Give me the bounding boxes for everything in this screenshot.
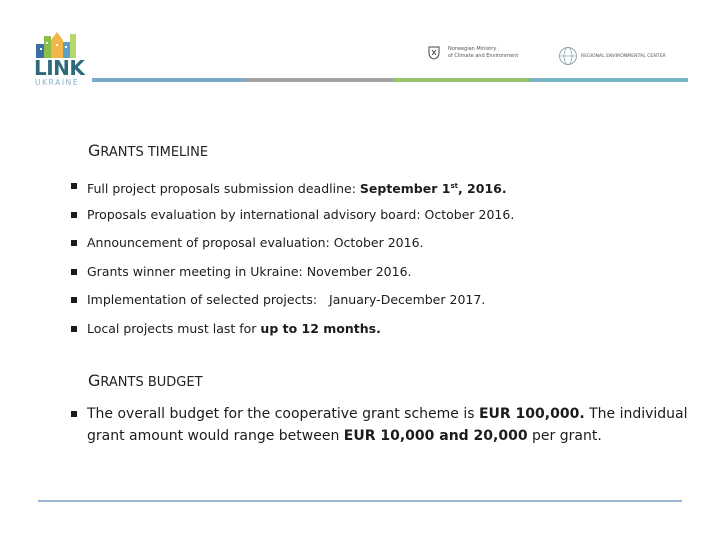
budget-paragraph: [70, 403, 717, 447]
timeline-item-6-duration: up to 12 months.: [260, 320, 381, 336]
logo-subword: UKRAINE: [35, 78, 80, 87]
timeline-title-rest: RANTS TIMELINE: [100, 145, 209, 160]
timeline-item-winner-meeting: [70, 262, 514, 291]
timeline-item-duration: [70, 319, 514, 348]
timeline-item-3-text: Announcement of proposal evaluation: October 2016.: [87, 235, 424, 250]
timeline-item-6-text: Local projects must last for: [87, 320, 261, 336]
timeline-item-1-date: September 1: [359, 181, 451, 197]
budget-text-3: per grant.: [527, 428, 602, 444]
grants-budget-heading: [88, 371, 203, 390]
timeline-item-1-year: , 2016.: [457, 181, 507, 197]
header-stripe-teal: [529, 78, 688, 82]
budget-total-amount: EUR 100,000.: [478, 406, 585, 422]
budget-title-rest: RANTS BUDGET: [100, 375, 203, 390]
timeline-item-1-sup: st: [450, 182, 458, 190]
timeline-title-initial: G: [88, 141, 101, 160]
link-ukraine-logo: [34, 30, 86, 92]
timeline-item-implementation: [70, 290, 514, 319]
budget-title-initial: G: [88, 371, 101, 390]
logo-wordmark: LINK: [34, 56, 85, 80]
partner-1-line-2: of Climate and Environment: [448, 53, 519, 59]
timeline-list: [70, 176, 514, 347]
header-stripe-blue: [92, 78, 245, 82]
rec-globe-icon: [558, 46, 578, 66]
footer-divider: [38, 500, 682, 502]
header-stripe-green: [394, 78, 529, 82]
timeline-item-1-text: Full project proposals submission deadline:: [87, 181, 360, 197]
partner-1-line-1: Norwegian Ministry: [448, 46, 497, 52]
timeline-item-5-text: Implementation of selected projects: January-December 2017.: [87, 292, 486, 307]
partner-norwegian-ministry-text: [448, 46, 534, 60]
partner-rec: [558, 46, 666, 66]
timeline-item-announcement: [70, 233, 514, 262]
partner-rec-text: REGIONAL ENVIRONMENTAL CENTER: [581, 53, 666, 59]
header-stripe-gray: [245, 78, 394, 82]
budget-text-1: The overall budget for the cooperative grant scheme is: [87, 406, 479, 422]
budget-text-2: The individual grant amount would range between: [87, 406, 688, 444]
grants-timeline-heading: [88, 141, 208, 160]
timeline-item-2-text: Proposals evaluation by international advisory board: October 2016.: [87, 206, 515, 222]
budget-grant-range: EUR 10,000 and 20,000: [343, 428, 528, 444]
partner-norwegian-ministry: [428, 46, 534, 60]
timeline-item-4-text: Grants winner meeting in Ukraine: November 2016.: [87, 263, 412, 279]
timeline-item-deadline: [70, 176, 514, 205]
timeline-item-evaluation: [70, 205, 514, 234]
norway-coat-of-arms-icon: [428, 46, 440, 60]
